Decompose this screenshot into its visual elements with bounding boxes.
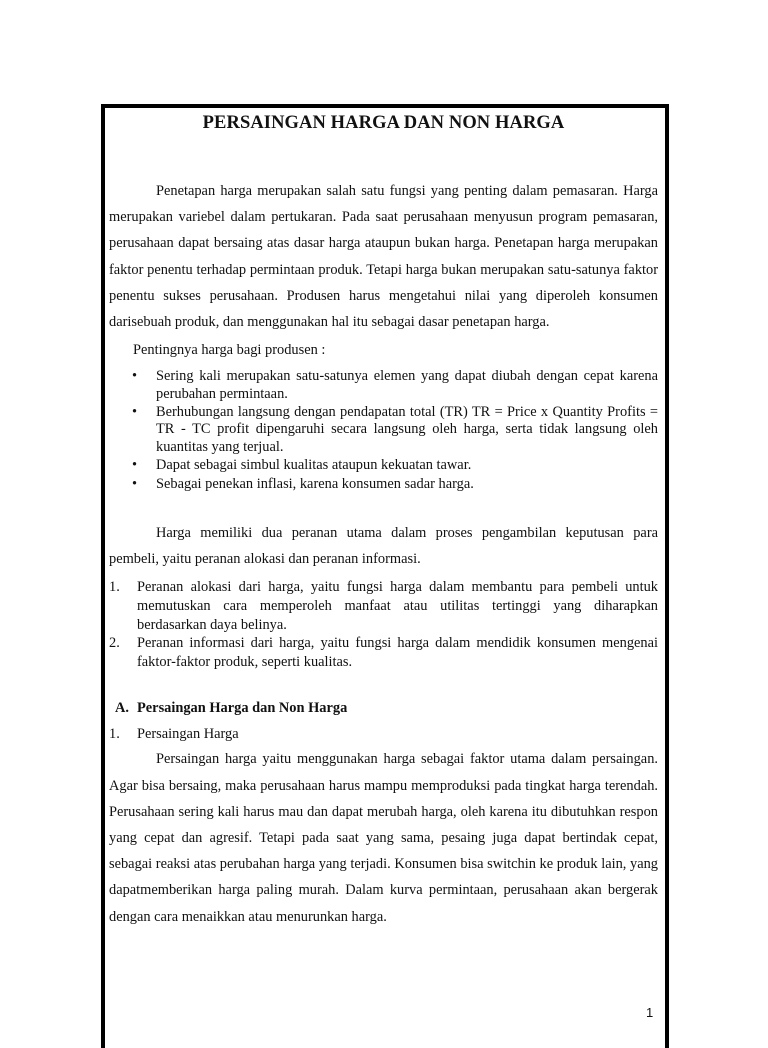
list-item: • Sering kali merupakan satu-satunya elemen yang dapat diubah dengan cepat karena perubahan permintaan. xyxy=(132,368,658,402)
subsection-1-heading xyxy=(109,724,658,744)
list-item: 2. Peranan informasi dari harga, yaitu fungsi harga dalam mendidik konsumen mengenai faktor-faktor produk, seperti kualitas. xyxy=(109,635,658,670)
list-number: 1. xyxy=(109,579,120,596)
subsection-heading-text: Persaingan Harga xyxy=(137,726,239,743)
list-item: • Sebagai penekan inflasi, karena konsumen sadar harga. xyxy=(132,475,474,492)
subsection-number: 1. xyxy=(109,726,120,743)
page-number: 1 xyxy=(646,1005,654,1020)
intro-paragraph: Penetapan harga merupakan salah satu fungsi yang penting dalam pemasaran. Harga merupakan variebel dalam pertukaran. Pada saat perusahaan menyusun program pemasaran, perusahaan dapat bersaing atas dasar harga ataupun bukan harga. Penetapan harga merupakan faktor penentu terhadap permintaan produk. Tetapi harga bukan merupakan satu-satunya faktor penentu sukses perusahaan. Produsen harus mengetahui nilai yang diperoleh konsumen darisebuah produk, dan menggunakan hal itu sebagai dasar penetapan harga. xyxy=(109,183,658,331)
list-item: • Dapat sebagai simbul kualitas ataupun kekuatan tawar. xyxy=(132,457,472,474)
list-item: 1. Peranan alokasi dari harga, yaitu fungsi harga dalam membantu para pembeli untuk memutuskan cara memperoleh manfaat atau utilitas tertinggi yang diharapkan berdasarkan daya belinya. xyxy=(109,579,658,633)
importance-list xyxy=(109,368,658,493)
bullet-icon: • xyxy=(132,404,138,421)
document-body xyxy=(109,107,658,930)
bullet-icon: • xyxy=(132,457,138,474)
list-item: • Berhubungan langsung dengan pendapatan total (TR) TR = Price x Quantity Profits = TR - TC profit dipengaruhi secara langsung oleh harga, serta tidak langsung oleh kuantitas yang terjual. xyxy=(132,404,658,455)
document-title: PERSAINGAN HARGA DAN NON HARGA xyxy=(202,113,565,133)
section-heading-text: Persaingan Harga dan Non Harga xyxy=(137,700,348,717)
importance-lead: Pentingnya harga bagi produsen : xyxy=(133,342,326,359)
roles-list xyxy=(109,578,658,671)
section-a-heading xyxy=(109,698,658,718)
competition-paragraph: Persaingan harga yaitu menggunakan harga sebagai faktor utama dalam persaingan. Agar bisa bersaing, maka perusahaan harus mampu memproduksi pada tingkat harga terendah. Perusahaan sering kali harus mau dan dapat merubah harga, oleh karena itu dibutuhkan respon yang cepat dan agresif. Tetapi pada saat yang sama, pesaing juga dapat bertindak cepat, sebagai reaksi atas perubahan harga yang terjadi. Konsumen bisa switchin ke produk lain, yang dapatmemberikan harga paling murah. Dalam kurva permintaan, perusahaan akan bergerak dengan cara menaikkan atau menurunkan harga. xyxy=(109,751,658,925)
roles-paragraph: Harga memiliki dua peranan utama dalam proses pengambilan keputusan para pembeli, yaitu peranan alokasi dan peranan informasi. xyxy=(109,525,658,568)
section-letter: A. xyxy=(115,700,129,717)
bullet-icon: • xyxy=(132,368,138,385)
list-number: 2. xyxy=(109,635,120,652)
bullet-icon: • xyxy=(132,475,138,492)
